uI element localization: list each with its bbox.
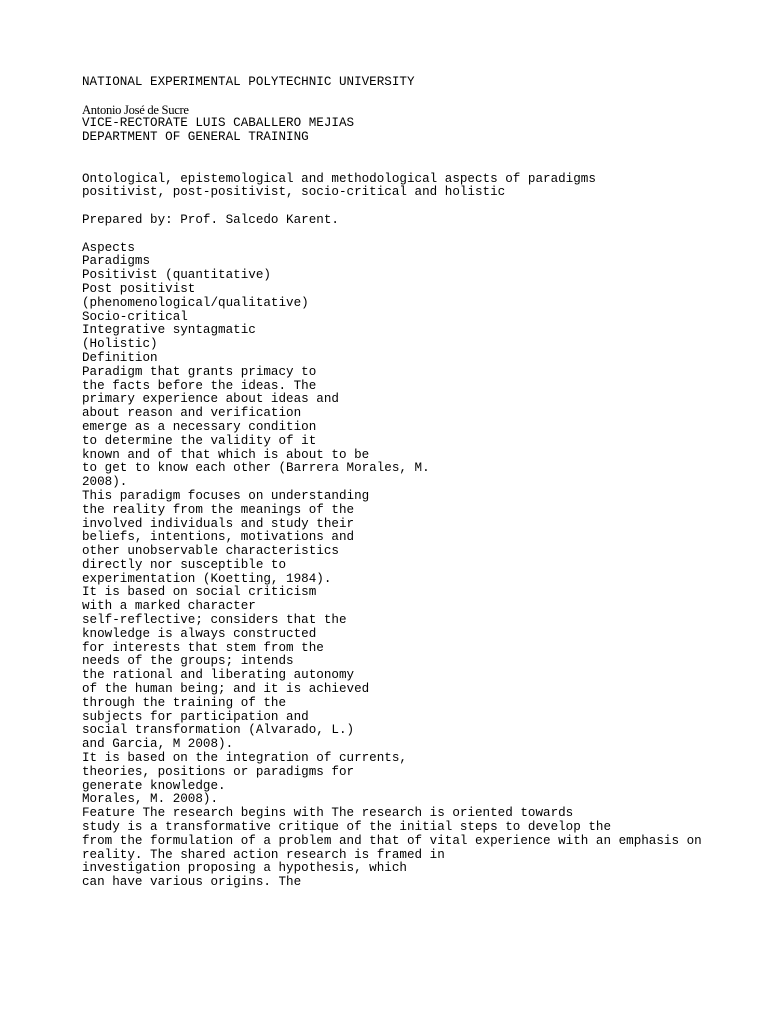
vice-rectorate: VICE-RECTORATE LUIS CABALLERO MEJIAS xyxy=(82,116,355,131)
spacer xyxy=(82,200,742,214)
body-line: Morales, M. 2008). xyxy=(82,792,219,807)
body-line: the facts before the ideas. The xyxy=(82,378,317,393)
author-line: Prepared by: Prof. Salcedo Karent. xyxy=(82,212,339,227)
body-line: Paradigm that grants primacy to xyxy=(82,364,317,379)
body-line: Post positivist xyxy=(82,281,196,296)
body-line: emerge as a necessary condition xyxy=(82,419,317,434)
body-line: for interests that stem from the xyxy=(82,640,324,655)
body-line: the rational and liberating autonomy xyxy=(82,668,355,683)
body-line: primary experience about ideas and xyxy=(82,392,339,407)
body-line: self-reflective; considers that the xyxy=(82,613,347,628)
body-line: subjects for participation and xyxy=(82,709,309,724)
body-line: investigation proposing a hypothesis, which xyxy=(82,861,407,876)
body-line: directly nor susceptible to xyxy=(82,557,287,572)
body-line: It is based on social criticism xyxy=(82,585,317,600)
body-line: Socio-critical xyxy=(82,309,188,324)
body-line: needs of the groups; intends xyxy=(82,654,294,669)
body-line: other unobservable characteristics xyxy=(82,544,339,559)
body-line: can have various origins. The xyxy=(82,875,302,890)
body-line: with a marked character xyxy=(82,599,256,614)
body-line: (phenomenological/qualitative) xyxy=(82,295,309,310)
body-line: and Garcia, M 2008). xyxy=(82,737,234,752)
campus-name: Antonio José de Sucre xyxy=(82,102,189,117)
body-line: to get to know each other (Barrera Morales, M. xyxy=(82,461,430,476)
body-line: 2008). xyxy=(82,475,128,490)
body-line: Positivist (quantitative) xyxy=(82,268,271,283)
spacer xyxy=(82,90,742,104)
body-line: beliefs, intentions, motivations and xyxy=(82,530,355,545)
body-line: Integrative syntagmatic xyxy=(82,323,256,338)
body-line: Definition xyxy=(82,350,158,365)
department: DEPARTMENT OF GENERAL TRAINING xyxy=(82,130,309,145)
body-line: study is a transformative critique of the initial steps to develop the xyxy=(82,820,612,835)
body-line: social transformation (Alvarado, L.) xyxy=(82,723,355,738)
body-line: Feature The research begins with The research is oriented towards xyxy=(82,806,574,821)
body-line: experimentation (Koetting, 1984). xyxy=(82,571,332,586)
body-line: of the human being; and it is achieved xyxy=(82,682,370,697)
body-line: It is based on the integration of currents, xyxy=(82,751,407,766)
body-line: about reason and verification xyxy=(82,406,302,421)
body-line: theories, positions or paradigms for xyxy=(82,764,355,779)
body-line: Paradigms xyxy=(82,254,151,269)
body-line: from the formulation of a problem and that of vital experience with an emphasis on xyxy=(82,833,702,848)
body-line: to determine the validity of it xyxy=(82,433,317,448)
body-line: knowledge is always constructed xyxy=(82,626,317,641)
title-line-2: positivist, post-positivist, socio-critical and holistic xyxy=(82,185,506,200)
spacer xyxy=(82,145,742,173)
body-line: Aspects xyxy=(82,240,135,255)
body-line: known and of that which is about to be xyxy=(82,447,370,462)
body-line: generate knowledge. xyxy=(82,778,226,793)
body-line: reality. The shared action research is framed in xyxy=(82,847,445,862)
body-line: involved individuals and study their xyxy=(82,516,355,531)
title-line-1: Ontological, epistemological and methodological aspects of paradigms xyxy=(82,171,596,186)
body-line: the reality from the meanings of the xyxy=(82,502,355,517)
body-line: through the training of the xyxy=(82,695,287,710)
body-text xyxy=(82,242,742,890)
university-name: NATIONAL EXPERIMENTAL POLYTECHNIC UNIVERSITY xyxy=(82,75,415,89)
spacer xyxy=(82,228,742,242)
document-page xyxy=(82,76,742,890)
body-line: (Holistic) xyxy=(82,337,158,352)
body-line: This paradigm focuses on understanding xyxy=(82,488,370,503)
